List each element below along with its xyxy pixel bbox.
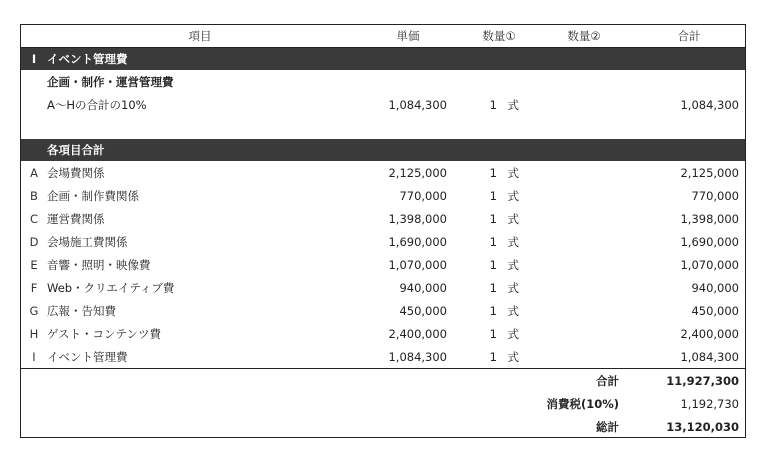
section-code: I — [21, 48, 47, 71]
row-item: ゲスト・コンテンツ費 — [47, 326, 161, 341]
row-unit-price: 2,125,000 — [388, 165, 447, 180]
subsection-header — [21, 70, 745, 93]
subtotal-label: 合計 — [596, 373, 619, 388]
table-row — [21, 345, 745, 369]
table-row — [21, 93, 745, 116]
header-unit-price: 単価 — [353, 25, 463, 48]
row-total: 450,000 — [691, 303, 739, 318]
row-unit-price: 1,690,000 — [388, 234, 447, 249]
row-quantity: 1 式 — [489, 165, 519, 180]
row-unit-price: 1,084,300 — [353, 345, 463, 369]
row-quantity: 1 式 — [489, 97, 519, 112]
subsection-title: 企画・制作・運営管理費 — [47, 74, 174, 89]
row-code: B — [30, 188, 38, 203]
header-code — [21, 25, 47, 48]
row-total: 2,125,000 — [680, 165, 739, 180]
row-item: 会場施工費関係 — [47, 234, 128, 249]
tax-value: 1,192,730 — [680, 396, 739, 411]
row-total: 1,690,000 — [680, 234, 739, 249]
tax-label: 消費税(10%) — [546, 396, 619, 411]
row-unit-price: 1,084,300 — [388, 97, 447, 112]
section-header-event-management — [21, 48, 745, 71]
row-item: 広報・告知費 — [47, 303, 116, 318]
row-quantity: 1 式 — [489, 326, 519, 341]
row-quantity: 1 式 — [489, 234, 519, 249]
section-title: イベント管理費 — [47, 48, 745, 71]
grand-total-label: 総計 — [596, 419, 619, 434]
row-total: 1,084,300 — [680, 97, 739, 112]
row-item: 音響・照明・映像費 — [47, 257, 151, 272]
row-code: F — [30, 280, 38, 295]
table-row — [21, 299, 745, 322]
header-total: 合計 — [633, 25, 745, 48]
row-code: D — [29, 234, 39, 249]
row-quantity: 1 式 — [463, 345, 535, 369]
table-row — [21, 184, 745, 207]
row-code: A — [30, 165, 38, 180]
row-unit-price: 450,000 — [399, 303, 447, 318]
row-unit-price: 2,400,000 — [388, 326, 447, 341]
row-code: H — [29, 326, 39, 341]
row-unit-price: 1,070,000 — [388, 257, 447, 272]
header-item: 項目 — [47, 25, 353, 48]
row-unit-price: 770,000 — [399, 188, 447, 203]
row-quantity: 1 式 — [489, 257, 519, 272]
row-code: I — [21, 345, 47, 369]
section-header-item-totals — [21, 139, 745, 161]
row-code: G — [29, 303, 39, 318]
header-quantity-1: 数量① — [463, 25, 535, 48]
row-total: 2,400,000 — [680, 326, 739, 341]
row-item: Web・クリエイティブ費 — [47, 280, 175, 295]
grand-total-value: 13,120,030 — [666, 419, 739, 434]
row-quantity: 1 式 — [489, 211, 519, 226]
row-total: 1,070,000 — [680, 257, 739, 272]
row-item: 会場費関係 — [47, 165, 105, 180]
row-total: 1,084,300 — [633, 345, 745, 369]
table-row — [21, 230, 745, 253]
grand-total-row — [21, 415, 745, 438]
subtotal-row — [21, 369, 745, 393]
row-total: 940,000 — [691, 280, 739, 295]
header-row — [21, 25, 745, 48]
row-unit-price: 940,000 — [399, 280, 447, 295]
subtotal-value: 11,927,300 — [666, 373, 739, 388]
section-title: 各項目合計 — [47, 139, 745, 161]
row-total: 770,000 — [691, 188, 739, 203]
header-quantity-2: 数量② — [535, 25, 633, 48]
row-quantity: 1 式 — [489, 303, 519, 318]
estimate-table — [21, 25, 745, 438]
row-code: C — [29, 211, 39, 226]
table-row — [21, 161, 745, 184]
tax-row — [21, 392, 745, 415]
row-item: 企画・制作費関係 — [47, 188, 139, 203]
row-item: A～Hの合計の10% — [47, 97, 147, 112]
table-row — [21, 322, 745, 345]
spacer-row — [21, 116, 745, 139]
row-code: E — [30, 257, 38, 272]
table-row — [21, 207, 745, 230]
estimate-sheet — [20, 24, 746, 438]
row-unit-price: 1,398,000 — [388, 211, 447, 226]
row-item: イベント管理費 — [47, 345, 353, 369]
table-row — [21, 276, 745, 299]
row-quantity: 1 式 — [489, 280, 519, 295]
table-row — [21, 253, 745, 276]
row-item: 運営費関係 — [47, 211, 105, 226]
row-quantity: 1 式 — [489, 188, 519, 203]
row-total: 1,398,000 — [680, 211, 739, 226]
